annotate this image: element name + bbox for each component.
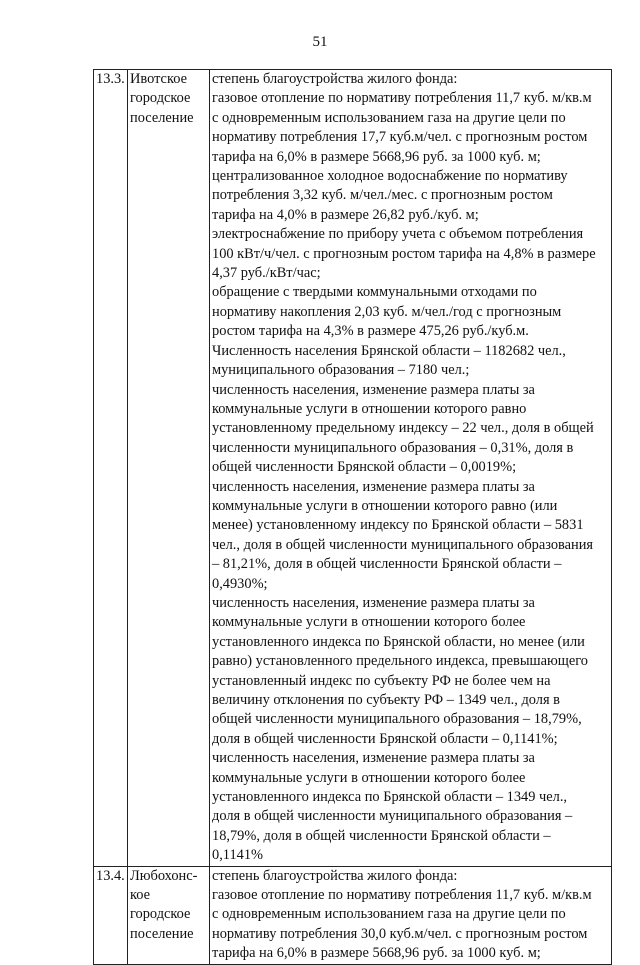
description-line: газовое отопление по нормативу потребления 11,7 куб. м/кв.м [212,887,592,904]
settlement-name-line: городское [130,906,191,923]
description-cell [210,866,612,964]
description-line: коммунальные услуги в отношении которого равно (или [212,497,558,514]
description-line: тарифа на 4,0% в размере 26,82 руб./куб. м; [212,206,479,223]
description-line: чел., доля в общей численности муниципального образования [212,536,594,553]
description-line: потребления 3,32 куб. м/чел./мес. с прогнозным ростом [212,187,553,204]
description-line: – 81,21%, доля в общей численности Брянской области – [212,556,562,573]
row-number: 13.4. [94,866,128,964]
description-line: коммунальные услуги в отношении которого более [212,769,526,786]
description-line: доля в общей численности Брянской области – 0,1141%; [212,730,558,747]
settlement-name [128,70,210,867]
description-line: доля в общей численности муниципального образования – [212,808,573,825]
description-line: 18,79%, доля в общей численности Брянской области – [212,827,551,844]
table-row [94,70,612,867]
description-line: с одновременным использованием газа на другие цели по [212,906,566,923]
description-line: общей численности муниципального образования – 18,79%, [212,711,582,728]
description-line: Численность населения Брянской области – 1182682 чел., [212,342,566,359]
description-line: 0,1141% [212,847,264,864]
table-row [94,866,612,964]
description-line: нормативу накопления 2,03 куб. м/чел./год с прогнозным [212,303,562,320]
page-number: 51 [312,34,328,50]
description-line: численность населения, изменение размера платы за [212,750,535,767]
description-cell [210,70,612,867]
settlement-name-line: городское [130,90,191,107]
description-line: нормативу потребления 30,0 куб.м/чел. с прогнозным ростом [212,925,588,942]
description-line: менее) установленному индексу по Брянской области – 5831 [212,517,584,534]
description-line: нормативу потребления 17,7 куб.м/чел. с прогнозным ростом [212,129,588,146]
description-line: обращение с твердыми коммунальными отходами по [212,284,537,301]
settlement-name-line: поселение [130,109,194,126]
description-line: установленного индекса по Брянской области, но менее (или [212,633,585,650]
description-line: электроснабжение по прибору учета с объемом потребления [212,226,584,243]
settlement-name [128,866,210,964]
description-line: установленного индекса по Брянской области – 1349 чел., [212,789,568,806]
description-line: централизованное холодное водоснабжение по нормативу [212,168,568,185]
description-line: равно) установленного предельного индекса, превышающего [212,653,588,670]
description-line: 100 кВт/ч/чел. с прогнозным ростом тарифа на 4,8% в размере [212,245,596,262]
settlement-name-line: Ивотское [130,71,187,87]
settlement-name-line: Любохонс- [130,867,198,884]
description-line: коммунальные услуги в отношении которого более [212,614,526,631]
description-line: газовое отопление по нормативу потребления 11,7 куб. м/кв.м [212,90,592,107]
document-table [93,69,612,965]
description-line: с одновременным использованием газа на другие цели по [212,109,566,126]
description-line: численность населения, изменение размера платы за [212,381,535,398]
description-line: установленный индекс по субъекту РФ не более чем на [212,672,551,689]
row-number: 13.3. [94,70,128,867]
description-line: ростом тарифа на 4,3% в размере 475,26 руб./куб.м. [212,323,529,340]
settlement-name-line: поселение [130,925,194,942]
description-line: величину отклонения по субъекту РФ – 1349 чел., доля в [212,692,560,708]
description-line: общей численности Брянской области – 0,0019%; [212,459,517,476]
description-line: численности муниципального образования – 0,31%, доля в [212,439,574,456]
description-line: установленному предельному индексу – 22 чел., доля в общей [212,420,594,437]
description-line: тарифа на 6,0% в размере 5668,96 руб. за 1000 куб. м; [212,945,541,962]
description-line: численность населения, изменение размера платы за [212,478,535,495]
description-line: 0,4930%; [212,575,268,592]
description-line: численность населения, изменение размера платы за [212,594,535,611]
description-line: 4,37 руб./кВт/час; [212,265,321,282]
description-line: степень благоустройства жилого фонда: [212,867,458,884]
description-line: муниципального образования – 7180 чел.; [212,362,470,379]
description-line: тарифа на 6,0% в размере 5668,96 руб. за 1000 куб. м; [212,148,541,165]
description-line: коммунальные услуги в отношении которого равно [212,400,527,417]
table-body [94,70,612,965]
settlement-name-line: кое [130,887,151,904]
description-line: степень благоустройства жилого фонда: [212,71,458,87]
